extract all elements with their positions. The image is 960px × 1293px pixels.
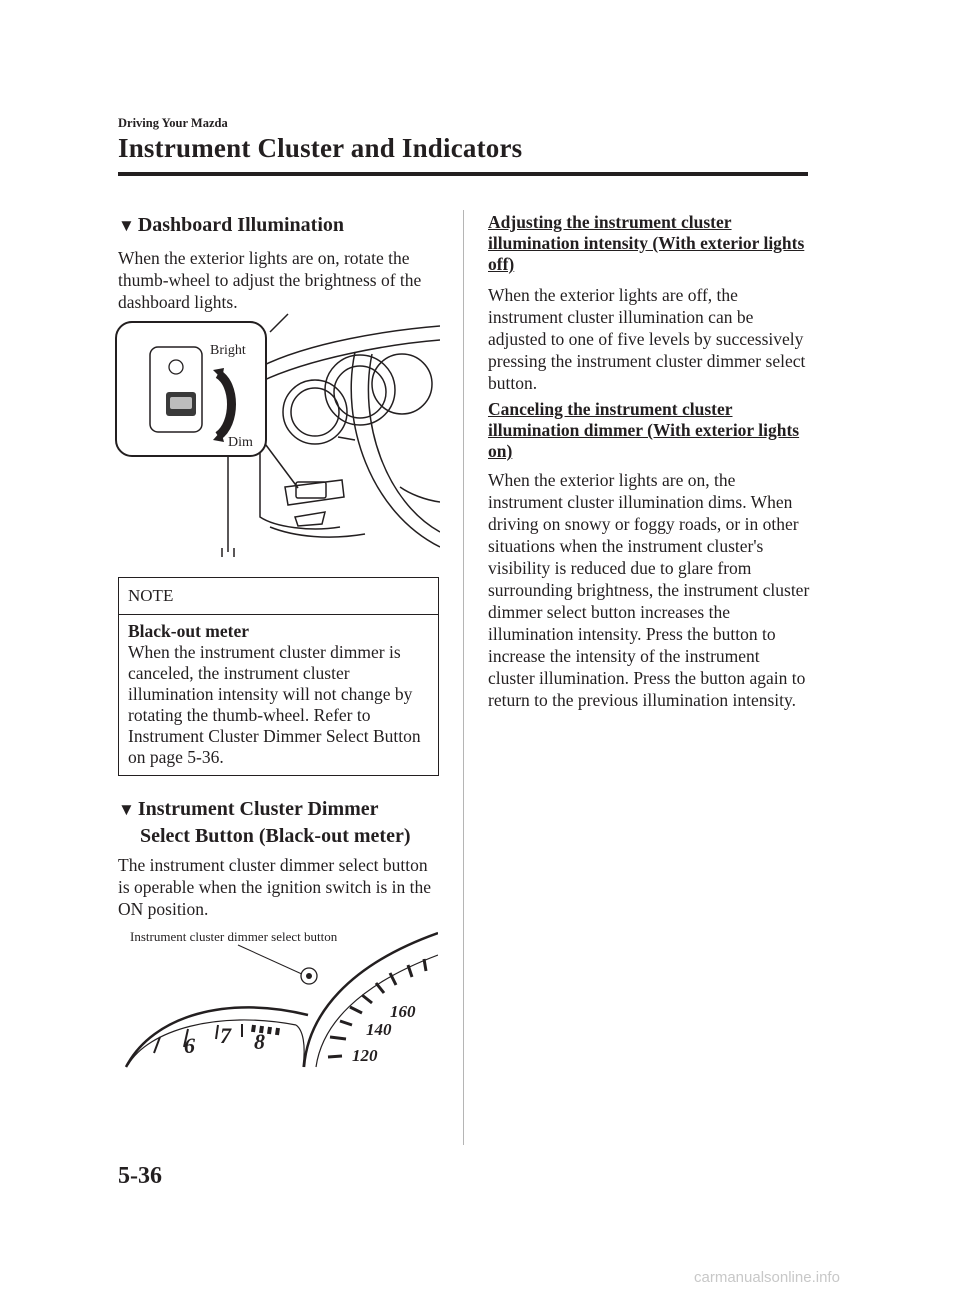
tachometer-drawing xyxy=(126,1007,308,1067)
bright-label: Bright xyxy=(210,343,246,358)
column-divider xyxy=(463,210,464,1145)
note-divider xyxy=(119,614,438,615)
speed-number: 160 xyxy=(390,1002,416,1021)
dim-label: Dim xyxy=(228,435,253,450)
cancel-dimmer-heading: Canceling the instrument cluster illumination dimmer (With exterior lights on) xyxy=(488,399,800,461)
speed-number: 140 xyxy=(366,1020,392,1039)
note-title: Black-out meter xyxy=(128,621,250,641)
dashboard-illumination-heading: ▼ Dashboard Illumination xyxy=(118,214,344,236)
adjust-intensity-heading: Adjusting the instrument cluster illumination intensity (With exterior lights off) xyxy=(488,212,805,274)
dimmer-select-text: The instrument cluster dimmer select button is operable when the ignition switch is in the ON position. xyxy=(118,855,432,919)
note-label: NOTE xyxy=(128,586,174,605)
tach-number: 6 xyxy=(184,1033,195,1058)
section-label: Driving Your Mazda xyxy=(118,116,228,130)
note-body xyxy=(128,621,433,768)
page-title: Instrument Cluster and Indicators xyxy=(118,133,523,163)
dimmer-button-label: Instrument cluster dimmer select button xyxy=(130,929,338,944)
dimmer-select-heading: ▼ Instrument Cluster Dimmer Select Button (Black-out meter) xyxy=(118,798,411,847)
callout-line xyxy=(238,945,304,975)
tach-number: 7 xyxy=(220,1023,231,1048)
speed-number: 120 xyxy=(352,1046,378,1065)
triangle-marker-icon: ▼ xyxy=(118,800,135,819)
page-number: 5-36 xyxy=(118,1163,162,1189)
dimmer-select-button-drawing xyxy=(301,968,317,984)
note-text: When the instrument cluster dimmer is canceled, the instrument cluster illumination intensity will not change by rotating the thumb-wheel. Refer to Instrument Cluster Dimmer Select Button on page 5-36. xyxy=(128,642,421,767)
dashboard-illumination-text: When the exterior lights are on, rotate the thumb-wheel to adjust the brightness of the dashboard lights. xyxy=(118,248,422,312)
title-rule xyxy=(118,172,808,176)
tach-number: 8 xyxy=(254,1029,265,1054)
watermark: carmanualsonline.info xyxy=(694,1269,840,1286)
instrument-cluster-figure xyxy=(118,925,438,1070)
cancel-dimmer-text: When the exterior lights are on, the instrument cluster illumination dims. When driving on snowy or foggy roads, or in other situations when the instrument cluster's visibility is reduced due to glare from surrounding brightness, the instrument cluster dimmer select button increases the illumination intensity. Press the button to increase the intensity of the instrument cluster illumination. Press the button again to return to the previous illumination intensity. xyxy=(488,470,810,710)
triangle-marker-icon: ▼ xyxy=(118,216,135,235)
adjust-intensity-text: When the exterior lights are off, the instrument cluster illumination can be adjusted to one of five levels by successively pressing the instrument cluster dimmer select button. xyxy=(488,285,806,393)
dashboard-illumination-figure xyxy=(110,312,440,557)
note-box xyxy=(118,577,439,776)
